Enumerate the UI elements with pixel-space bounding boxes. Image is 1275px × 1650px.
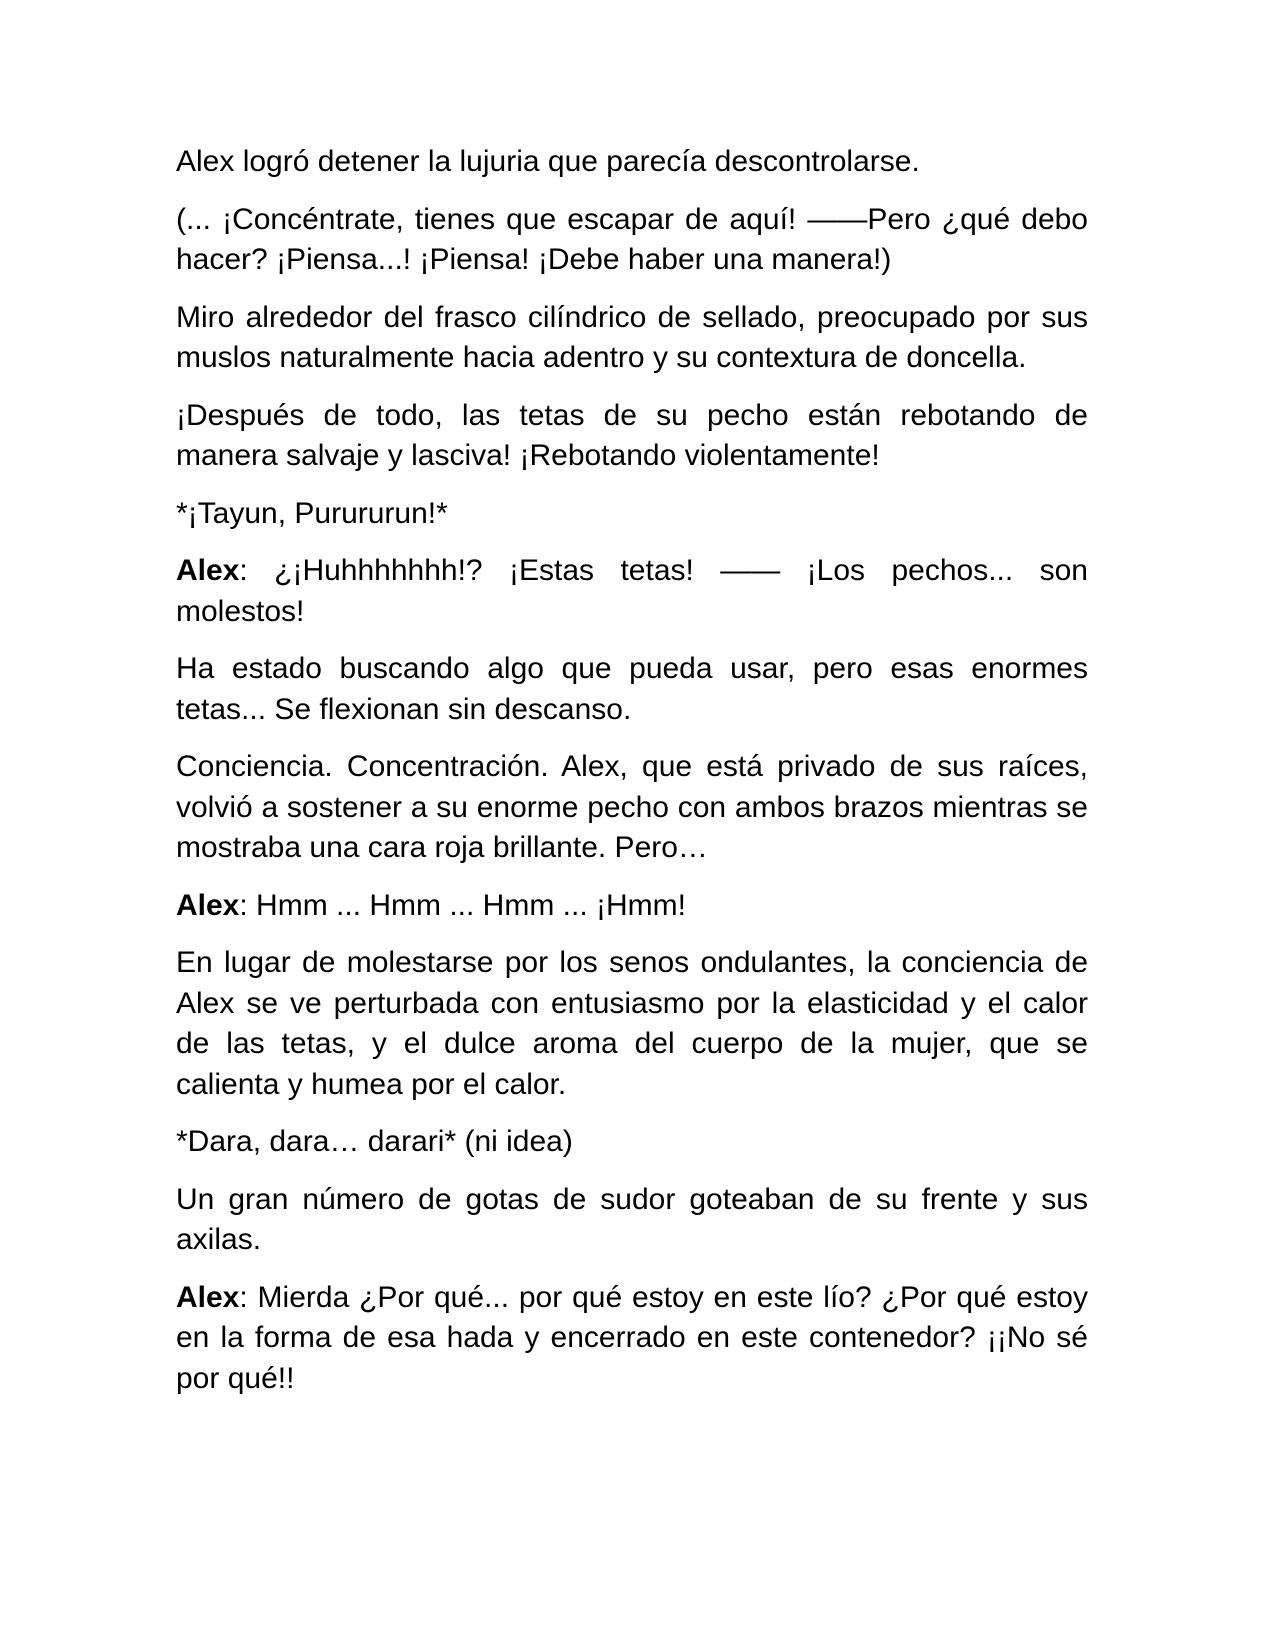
paragraph-4: ¡Después de todo, las tetas de su pecho están rebotando de manera salvaje y lasciva! ¡Rebotando violentamente!	[176, 398, 1088, 472]
speaker-name: Alex	[176, 1280, 240, 1314]
speaker-name: Alex	[176, 554, 240, 587]
paragraph-7: Ha estado buscando algo que pueda usar, pero esas enormes tetas... Se flexionan sin descanso.	[176, 652, 1088, 726]
paragraph-2: (... ¡Concéntrate, tienes que escapar de aquí! ——Pero ¿qué debo hacer? ¡Piensa...! ¡Piensa! ¡Debe haber una manera!)	[176, 202, 1088, 276]
paragraph-3: Miro alrededor del frasco cilíndrico de sellado, preocupado por sus muslos naturalmente hacia adentro y su contextura de doncella.	[176, 300, 1088, 374]
dialogue-1: Alex: ¿¡Huhhhhhhh!? ¡Estas tetas! —— ¡Los pechos... son molestos!	[176, 554, 1088, 628]
paragraph-1: Alex logró detener la lujuria que parecía descontrolarse.	[176, 145, 920, 178]
paragraph-12: Un gran número de gotas de sudor goteaban de su frente y sus axilas.	[176, 1182, 1088, 1256]
dialogue-2: Alex: Hmm ... Hmm ... Hmm ... ¡Hmm!	[176, 888, 686, 922]
paragraph-11: *Dara, dara… darari* (ni idea)	[176, 1125, 573, 1158]
paragraph-10: En lugar de molestarse por los senos ondulantes, la conciencia de Alex se ve perturbada con entusiasmo por la elasticidad y el calor de las tetas, y el dulce aroma del cuerpo de la mujer, que se calienta y humea por el calor.	[176, 946, 1088, 1101]
speaker-name: Alex	[176, 888, 240, 922]
dialogue-3: Alex: Mierda ¿Por qué... por qué estoy en este lío? ¿Por qué estoy en la forma de esa hada y encerrado en este contenedor? ¡¡No sé por qué!!	[176, 1280, 1088, 1395]
document-page	[176, 142, 1088, 1416]
paragraph-8: Conciencia. Concentración. Alex, que está privado de sus raíces, volvió a sostener a su enorme pecho con ambos brazos mientras se mostraba una cara roja brillante. Pero…	[176, 750, 1088, 864]
paragraph-5: *¡Tayun, Purururun!*	[176, 496, 448, 530]
